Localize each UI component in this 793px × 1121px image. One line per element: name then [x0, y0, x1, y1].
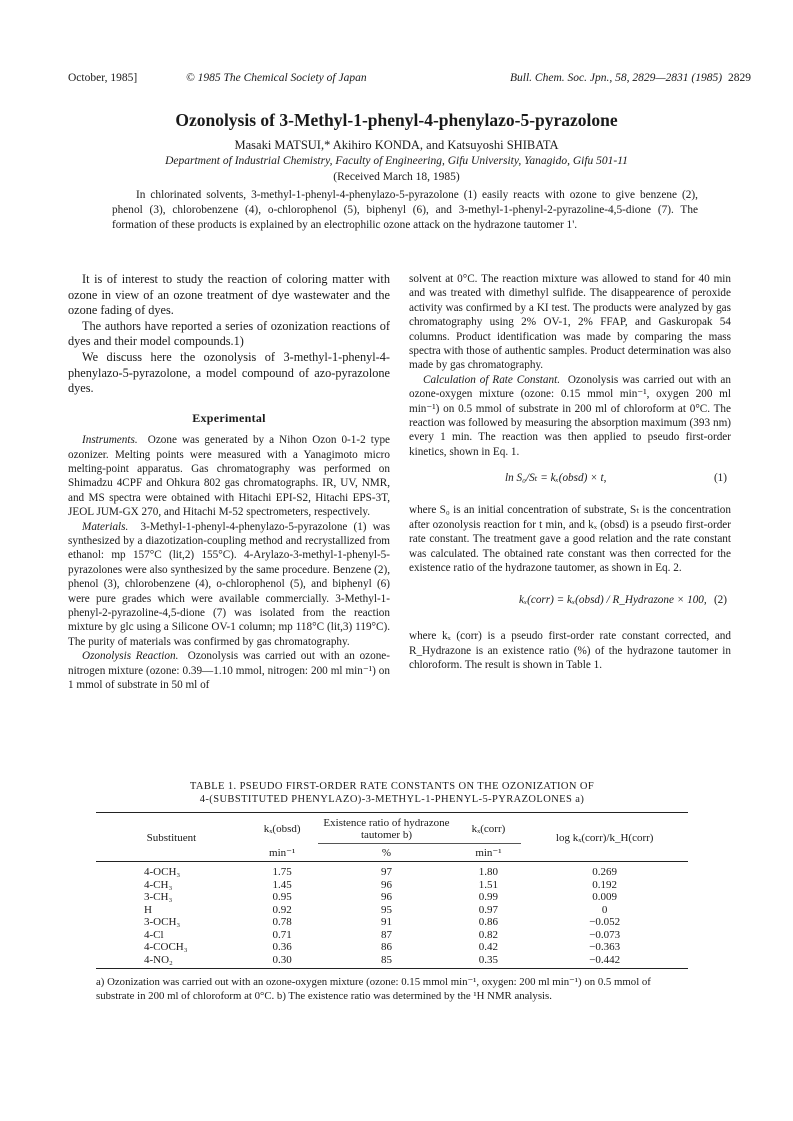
table-body [96, 862, 688, 969]
cell-sub: 4-OCH₃ [96, 862, 247, 879]
cell-ratio: 96 [381, 891, 392, 903]
left-column [68, 272, 390, 692]
cell-kcorr: 0.35 [456, 954, 522, 969]
cell-kcorr: 1.80 [456, 862, 522, 879]
cell-kcorr: 1.51 [478, 878, 499, 891]
cell-sub: 4-COCH₃ [144, 941, 188, 953]
cell-ratio: 97 [318, 862, 456, 879]
table-footnote: a) Ozonization was carried out with an ozone-oxygen mixture (ozone: 0.15 mmol min⁻¹, oxygen: 200 ml min⁻¹) on 0.5 mmol of substrate in 200 ml of chloroform at 0°C. b) The existence ratio was determined by the ¹H NMR analysis. [96, 976, 651, 1002]
continued-paragraph: solvent at 0°C. The reaction mixture was allowed to stand for 40 min and was treated with dimethyl sulfide. The disappearence of peroxide activity was confirmed by a KI test. The products were analyzed by gas chromatography using 2% OV-1, 2% FFAP, and Gaskuropak 54 columns. Product identification was made by comparing the mass spectra with those of authentic samples. Product determination was also made by gas chromatography. [409, 273, 731, 372]
cell-kcorr: 0.97 [478, 903, 499, 916]
cell-kobsd: 0.78 [272, 916, 292, 928]
cell-kobsd: 1.75 [247, 862, 318, 879]
cell-log: −0.442 [521, 954, 688, 969]
equation-2 [409, 585, 731, 619]
rate-paragraph [409, 373, 731, 459]
right-column [409, 272, 731, 673]
cell-ratio: 91 [381, 916, 392, 928]
cell-kcorr: 0.82 [478, 928, 499, 941]
subsection-label: Materials. [82, 520, 129, 533]
cell-kcorr: 0.99 [478, 891, 499, 903]
table-row [96, 941, 688, 954]
cell-sub: 3-OCH₃ [144, 916, 181, 928]
header-date: October, 1985] [68, 72, 138, 84]
column-header-existence-ratio: Existence ratio of hydrazone tautomer b) [318, 813, 456, 844]
cell-ratio: 85 [318, 954, 456, 969]
cell-log: −0.363 [589, 941, 621, 953]
table-row [96, 904, 688, 917]
cell-sub: 4-CH₃ [144, 878, 173, 891]
cell-kobsd: 1.45 [272, 878, 292, 891]
unit-label: % [318, 844, 456, 862]
table-row [96, 891, 688, 904]
cell-log: −0.052 [589, 916, 621, 928]
affiliation: Department of Industrial Chemistry, Faculty of Engineering, Gifu University, Yanagido, Gifu 501-11 [165, 155, 628, 167]
intro-paragraph: The authors have reported a series of ozonization reactions of dyes and their model compounds.1) [68, 318, 390, 349]
equation-number: (2) [713, 594, 727, 607]
paragraph-text: 3-Methyl-1-phenyl-4-phenylazo-5-pyrazolone (1) was synthesized by a diazotization-coupling method and recrystallized from ethanol: mp 157°C (lit,2) 155°C). 4-Arylazo-3-methyl-1-phenyl-5-pyrazolones were also synthesized by the same procedure. Benzene (2), phenol (3), chlorobenzene (4), o-chlorophenol (5), and biphenyl (6) were pure grades which were available commercially. 3-Methyl-1-phenyl-2-pyrazoline-4,5-dione (7) was isolated from the reaction mixture by glc using a Silicone OV-1 column; mp 118°C (lit,3) 119°C). The purity of materials was confirmed by gas chromatography. [68, 520, 390, 648]
equation-number: (1) [713, 472, 727, 485]
paragraph-text: Ozone was generated by a Nihon Ozon 0-1-2 type ozonizer. Melting points were measured with a Yanagimoto micro melting-point apparatus. Gas chromatography was performed on Shimadzu 4CPF and Ohkura 802 gas chromatographs. IR, UV, NMR, and MS spectra were obtained with Hitachi EPI-S2, Hitachi EPS-3T, JEOL JUM-GX 270, and Hitachi M-52 spectrometers, respectively. [68, 434, 391, 519]
unit-label: min⁻¹ [456, 844, 522, 862]
paragraph-text: Ozonolysis was carried out with an ozone-oxygen mixture (ozone: 0.15 mmol min⁻¹, oxygen 200 ml min⁻¹) on 0.5 mmol of substrate in 200 ml of chloroform at 0°C. The reaction was followed by measuring the absorption maximum (393 nm) every 1 min. The reaction was then applied to pseudo first-order kinetics, shown in Eq. 1. [409, 373, 731, 458]
paragraph-text: Ozonolysis was carried out with an ozone-nitrogen mixture (ozone: 0.39—1.10 mmol, nitrogen: 200 ml min⁻¹) on 1 mmol of substrate in 50 ml of [68, 650, 391, 692]
cell-sub: 3-CH₃ [144, 891, 173, 903]
equation-1 [409, 469, 731, 493]
cell-log: 0.192 [592, 878, 618, 891]
equation-body: kₓ(corr) = kₓ(obsd) / R_Hydrazone × 100, [519, 594, 707, 607]
column-header-kcorr: kₓ(corr) [456, 813, 522, 844]
table-1 [96, 780, 688, 1003]
cell-log: −0.073 [589, 928, 621, 941]
table-caption [96, 780, 688, 806]
subsection-label: Calculation of Rate Constant. [423, 373, 560, 386]
received-date: (Received March 18, 1985) [333, 171, 460, 183]
abstract: In chlorinated solvents, 3-methyl-1-phenyl-4-phenylazo-5-pyrazolone (1) easily reacts with ozone to give benzene (2), phenol (3), chlorobenzene (4), o-chlorophenol (5), biphenyl (6), and 3-methyl-1-phenyl-2-pyrazoline-4,5-dione (7). The formation of these products is explained by an electrophilic ozone attack on the hydrazone tautomer 1'. [112, 189, 698, 231]
caption-line: 4-(SUBSTITUTED PHENYLAZO)-3-METHYL-1-PHENYL-5-PYRAZOLONES a) [199, 794, 585, 805]
cell-ratio: 86 [381, 941, 392, 953]
intro-paragraph: It is of interest to study the reaction of coloring matter with ozone in view of an ozone treatment of dye wastewater and the ozone fading of dyes. [68, 272, 390, 318]
table-row [96, 954, 688, 969]
cell-log: 0.269 [521, 862, 688, 879]
ozonolysis-paragraph [68, 649, 390, 692]
instruments-paragraph [68, 433, 390, 519]
cell-kcorr: 0.42 [478, 941, 499, 953]
unit-label: min⁻¹ [269, 846, 296, 859]
section-heading-experimental: Experimental [192, 410, 266, 425]
subsection-label: Ozonolysis Reaction. [82, 650, 179, 663]
equation-explanation: where kₓ (corr) is a pseudo first-order rate constant corrected, and R_Hydrazone is an existence ratio (%) of the hydrazone tautomer in chloroform. The result is shown in Table 1. [409, 630, 731, 672]
table-row [96, 916, 688, 929]
subsection-label: Instruments. [82, 434, 138, 447]
cell-kcorr: 0.86 [478, 916, 499, 928]
page-number: 2829 [728, 72, 751, 84]
cell-log: 0.009 [592, 891, 618, 903]
cell-sub: 4-NO₂ [96, 954, 247, 969]
cell-ratio: 96 [381, 878, 392, 891]
cell-log: 0 [601, 903, 608, 916]
cell-ratio: 87 [381, 928, 392, 941]
cell-kobsd: 0.92 [272, 903, 292, 916]
cell-kobsd: 0.36 [272, 941, 292, 953]
cell-kobsd: 0.30 [247, 954, 318, 969]
column-header-kobsd: kₓ(obsd) [247, 813, 318, 844]
cell-kobsd: 0.95 [272, 891, 292, 903]
caption-line: TABLE 1. PSEUDO FIRST-ORDER RATE CONSTANTS ON THE OZONIZATION OF [189, 781, 595, 792]
column-header-substituent: Substituent [96, 813, 247, 862]
author-list: Masaki MATSUI,* Akihiro KONDA, and Katsuyoshi SHIBATA [234, 138, 559, 152]
cell-sub: H [144, 903, 152, 916]
header-citation: Bull. Chem. Soc. Jpn., 58, 2829—2831 (1985) [510, 72, 723, 84]
materials-paragraph [68, 520, 390, 650]
intro-paragraph: We discuss here the ozonolysis of 3-methyl-1-phenyl-4-phenylazo-5-pyrazolone, a model compound of azo-pyrazolone dyes. [68, 349, 390, 396]
header-copyright: © 1985 The Chemical Society of Japan [186, 72, 367, 84]
cell-sub: 4-Cl [144, 928, 164, 941]
column-header-log-ratio: log kₓ(corr)/k_H(corr) [521, 813, 688, 862]
equation-explanation: where S₀ is an initial concentration of substrate, Sₜ is the concentration after ozonolysis reaction for t min, and kₓ (obsd) is a pseudo first-order rate constant. The treatment gave a good relation and the rate constant was calculated. The obtained rate constant was then corrected for the existence ratio of the hydrazone tautomer, as shown in Eq. 2. [409, 504, 731, 574]
rate-constant-table [96, 812, 688, 969]
table-row [96, 929, 688, 942]
table-row [96, 879, 688, 892]
cell-kobsd: 0.71 [272, 928, 292, 941]
running-header [68, 72, 753, 88]
equation-body: ln S₀/Sₜ = kₓ(obsd) × t, [505, 472, 607, 485]
cell-ratio: 95 [381, 903, 392, 916]
paper-title: Ozonolysis of 3-Methyl-1-phenyl-4-phenylazo-5-pyrazolone [175, 110, 618, 130]
table-row [96, 862, 688, 879]
